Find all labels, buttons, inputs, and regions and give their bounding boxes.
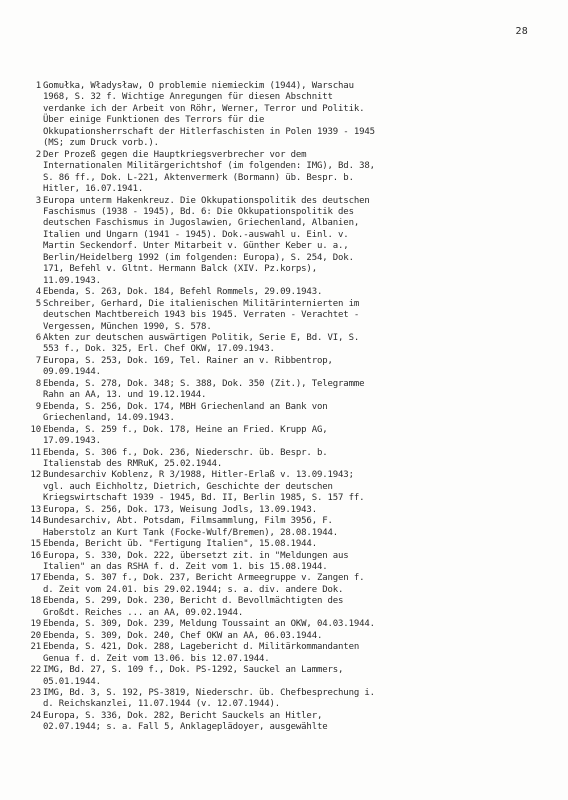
footnote-text: Ebenda, S. 299, Dok. 230, Bericht d. Bevollmächtigten des Großdt. Reiches ... an AA, 09.02.1944. — [43, 596, 344, 618]
footnote — [30, 516, 545, 539]
footnote — [30, 665, 545, 688]
footnote-text: Europa, S. 336, Dok. 282, Bericht Sauckels an Hitler, 02.07.1944; s. a. Fall 5, Anklageplädoyer, ausgewählte — [43, 710, 328, 733]
footnote-number: 8 — [35, 378, 41, 389]
footnote-text: Ebenda, S. 263, Dok. 184, Befehl Rommels, 29.09.1943. — [43, 287, 323, 298]
page-number: 28 — [515, 26, 528, 37]
footnote-number: 10 — [30, 424, 41, 435]
footnote — [30, 287, 545, 298]
footnote — [30, 573, 545, 596]
footnote-number: 1 — [35, 81, 41, 91]
footnote — [30, 619, 545, 630]
footnote-number: 5 — [35, 298, 41, 309]
footnote-number: 2 — [35, 149, 41, 160]
footnote — [30, 379, 545, 402]
footnote-number: 16 — [30, 550, 41, 561]
footnote-number: 22 — [30, 665, 41, 676]
footnote-text: Ebenda, S. 256, Dok. 174, MBH Griechenland an Bank von Griechenland, 14.09.1943. — [43, 401, 328, 424]
footnote — [30, 596, 545, 619]
footnote-number: 6 — [35, 332, 41, 343]
footnote-text: Europa unterm Hakenkreuz. Die Okkupationspolitik des deutschen Faschismus (1938 - 1945), Bd. 6: Die Okkupationspolitik des deutschen Faschismus in Jugoslawien, Griechenland, Albanien, Italien und Ungarn (1941 - 1945). Dok.-auswahl u. Einl. v. Martin Seckendorf. Unter Mitarbeit v. Günther Keber u. a., Berlin/Heidelberg 1992 (im folgenden: Europa), S. 254, Dok. 171, Befehl v. Gltnt. Hermann Balck (XIV. Pz.korps), 11.09.1943. — [43, 195, 370, 286]
footnote — [30, 333, 545, 356]
footnote — [30, 81, 545, 150]
footnote-number: 21 — [30, 642, 41, 653]
footnote-text: Ebenda, S. 306 f., Dok. 236, Niederschr. üb. Bespr. b. Italienstab des RMRuK, 25.02.1944. — [43, 447, 328, 469]
footnote-text: Bundesarchiv Koblenz, R 3/1988, Hitler-Erlaß v. 13.09.1943; vgl. auch Eichholtz, Dietrich, Geschichte der deutschen Kriegswirtschaft 1939 - 1945, Bd. II, Berlin 1985, S. 157 ff. — [43, 470, 365, 504]
footnote-number: 24 — [30, 710, 41, 721]
footnote-number: 13 — [30, 504, 41, 515]
footnote-text: Akten zur deutschen auswärtigen Politik, Serie E, Bd. VI, S. 553 f., Dok. 325, Erl. Chef OKW, 17.09.1943. — [43, 332, 360, 355]
footnote — [30, 402, 545, 425]
footnote-number: 4 — [35, 287, 41, 298]
footnote — [30, 539, 545, 550]
footnote — [30, 299, 545, 333]
footnote — [30, 356, 545, 379]
footnote-text: IMG, Bd. 27, S. 109 f., Dok. PS-1292, Sauckel an Lammers, 05.01.1944. — [43, 665, 344, 687]
footnote — [30, 150, 545, 196]
footnote-number: 23 — [30, 688, 41, 699]
footnote — [30, 631, 545, 642]
footnote-text: Europa, S. 330, Dok. 222, übersetzt zit. in "Meldungen aus Italien" an das RSHA f. d. Zeit vom 1. bis 15.08.1944. — [43, 550, 349, 573]
footnote-text: Europa, S. 256, Dok. 173, Weisung Jodls, 13.09.1943. — [43, 504, 317, 515]
footnote-number: 17 — [30, 573, 41, 584]
footnote-text: Ebenda, S. 309, Dok. 239, Meldung Toussaint an OKW, 04.03.1944. — [43, 619, 375, 630]
footnote-text: Ebenda, Bericht üb. "Fertigung Italien", 15.08.1944. — [43, 539, 317, 550]
footnote-number: 11 — [30, 447, 41, 458]
footnote-text: Ebenda, S. 278, Dok. 348; S. 388, Dok. 350 (Zit.), Telegramme Rahn an AA, 13. und 19.12.1944. — [43, 378, 365, 401]
footnote-number: 9 — [35, 401, 41, 412]
footnote-text: Ebenda, S. 307 f., Dok. 237, Bericht Armeegruppe v. Zangen f. d. Zeit vom 24.01. bis 29.02.1944; s. a. div. andere Dok. — [43, 573, 365, 595]
footnote-text: Schreiber, Gerhard, Die italienischen Militärinternierten im deutschen Machtbereich 1943 bis 1945. Verraten - Verachtet - Vergessen, München 1990, S. 578. — [43, 298, 360, 332]
footnote-list — [30, 81, 545, 734]
footnote-text: Bundesarchiv, Abt. Potsdam, Filmsammlung, Film 3956, F. Haberstolz an Kurt Tank (Focke-Wulf/Bremen), 28.08.1944. — [43, 516, 339, 538]
footnote-text: IMG, Bd. 3, S. 192, PS-3819, Niederschr. üb. Chefbesprechung i. d. Reichskanzlei, 11.07.1944 (v. 12.07.1944). — [43, 688, 375, 710]
footnote-number: 20 — [30, 630, 41, 641]
footnote-text: Gomułka, Władysław, O problemie niemieckim (1944), Warschau 1968, S. 32 f. Wichtige Anregungen für diesen Abschnitt verdanke ich der Arbeit von Röhr, Werner, Terror und Politik. Über einige Funktionen des Terrors für die Okkupationsherrschaft der Hitlerfaschisten in Polen 1939 - 1945 (MS; zum Druck vorb.). — [43, 81, 375, 149]
footnote — [30, 425, 545, 448]
footnote-number: 19 — [30, 619, 41, 630]
footnote-number: 3 — [35, 195, 41, 206]
footnote-text: Ebenda, S. 421, Dok. 288, Lagebericht d. Militärkommandanten Genua f. d. Zeit vom 13.06. bis 12.07.1944. — [43, 642, 360, 664]
footnote-text: Ebenda, S. 259 f., Dok. 178, Heine an Fried. Krupp AG, 17.09.1943. — [43, 424, 328, 447]
footnote-text: Der Prozeß gegen die Hauptkriegsverbrecher vor dem Internationalen Militärgerichtshof (im folgenden: IMG), Bd. 38, S. 86 ff., Dok. L-221, Aktenvermerk (Bormann) üb. Bespr. b. Hitler, 16.07.1941. — [43, 149, 375, 195]
footnote — [30, 551, 545, 574]
footnote — [30, 688, 545, 711]
footnote — [30, 448, 545, 471]
footnote — [30, 196, 545, 288]
footnote-number: 12 — [30, 470, 41, 481]
footnote-number: 15 — [30, 539, 41, 550]
footnote — [30, 711, 545, 734]
footnote-text: Ebenda, S. 309, Dok. 240, Chef OKW an AA, 06.03.1944. — [43, 630, 323, 641]
footnote-number: 7 — [35, 355, 41, 366]
footnote — [30, 642, 545, 665]
footnote — [30, 470, 545, 504]
footnote — [30, 505, 545, 516]
footnote-number: 18 — [30, 596, 41, 607]
footnote-text: Europa, S. 253, Dok. 169, Tel. Rainer an v. Ribbentrop, 09.09.1944. — [43, 355, 333, 378]
footnote-number: 14 — [30, 516, 41, 527]
